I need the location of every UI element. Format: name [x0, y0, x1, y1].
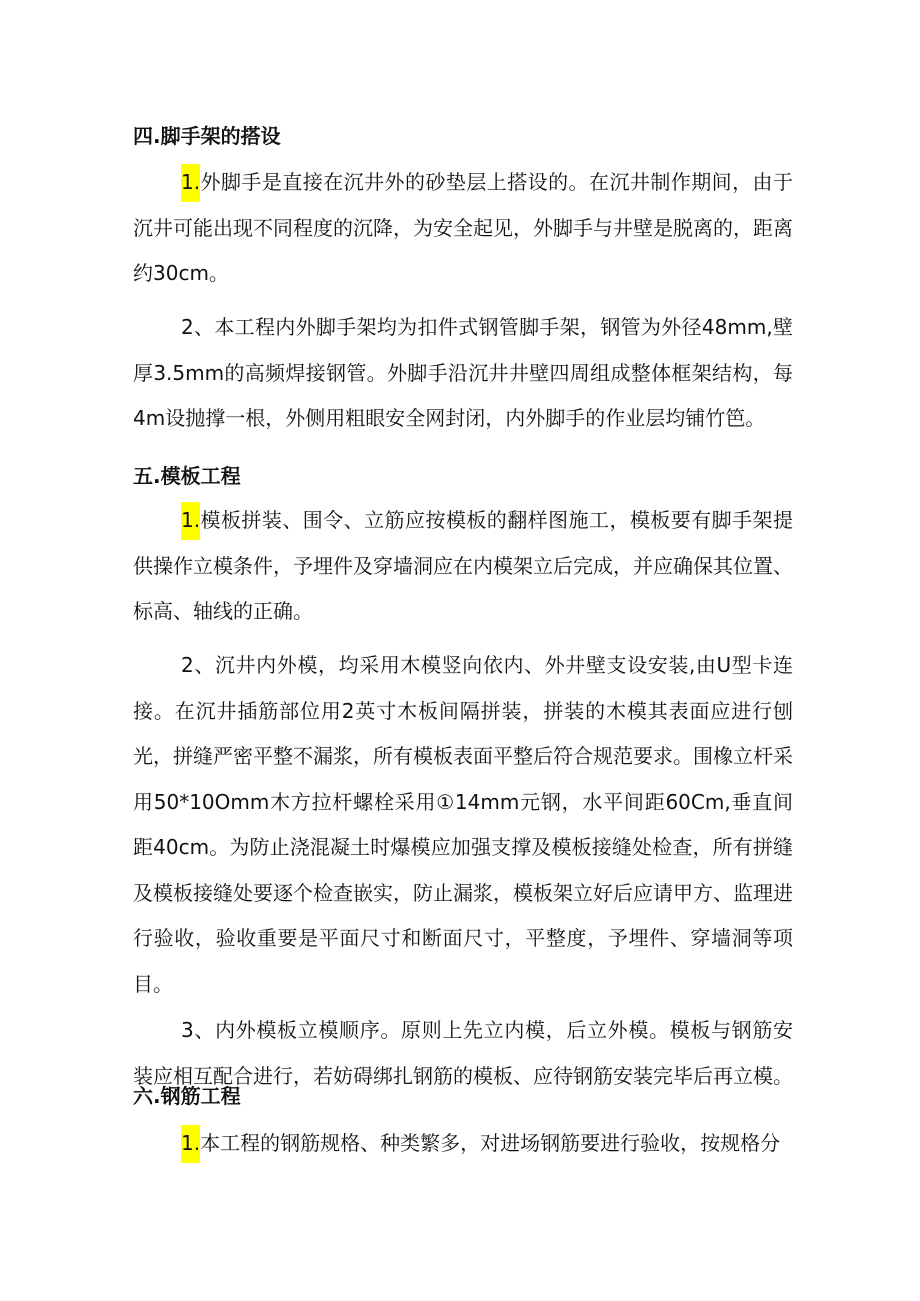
- paragraph-formwork-1: [133, 498, 793, 635]
- paragraph-text: 内外模板立模顺序。原则上先立内模，后立外模。模板与钢筋安装应相互配合进行，若妨碍绑扎钢筋的模板、应待钢筋安装完毕后再立模。: [133, 1018, 793, 1088]
- paragraph-text: 本工程的钢筋规格、种类繁多，对进场钢筋要进行验收，按规格分: [200, 1131, 781, 1155]
- item-number-highlighted: 1.: [181, 502, 200, 540]
- item-number: 3、: [181, 1018, 216, 1042]
- section-heading-scaffold: 四.脚手架的搭设: [133, 124, 281, 148]
- paragraph-text: 本工程内外脚手架均为扣件式钢管脚手架，钢管为外径48mm,壁厚3.5mm的高频焊接钢管。外脚手沿沉井井壁四周组成整体框架结构，每4m设抛撑一根，外侧用粗眼安全网封闭，内外脚手的作业层均铺竹笆。: [133, 315, 793, 430]
- paragraph-scaffold-2: [133, 305, 793, 442]
- section-heading-formwork: 五.模板工程: [133, 464, 241, 488]
- item-number: 2、: [181, 315, 215, 339]
- paragraph-text: 模板拼装、围令、立筋应按模板的翻样图施工，模板要有脚手架提供操作立模条件，予埋件及穿墙洞应在内模架立后完成，并应确保其位置、标高、轴线的正确。: [133, 508, 793, 623]
- item-number: 2、: [181, 653, 215, 677]
- paragraph-scaffold-1: [133, 160, 793, 297]
- paragraph-rebar-1: [133, 1121, 793, 1167]
- item-number-highlighted: 1.: [181, 164, 200, 202]
- paragraph-text: 外脚手是直接在沉井外的砂垫层上搭设的。在沉井制作期间，由于沉井可能出现不同程度的沉降，为安全起见，外脚手与井壁是脱离的，距离约30cm。: [133, 170, 793, 285]
- paragraph-text: 沉井内外模，均采用木模竖向依内、外井壁支设安装,由U型卡连接。在沉井插筋部位用2英寸木板间隔拼装，拼装的木模其表面应进行刨光，拼缝严密平整不漏浆，所有模板表面平整后符合规范要求。围橡立杆采用50*10Omm木方拉杆螺栓采用①14mm元钢，水平间距60Cm,垂直间距40cm。为防止浇混凝土时爆模应加强支撑及模板接缝处检查，所有拼缝及模板接缝处要逐个检查嵌实，防止漏浆，模板架立好后应请甲方、监理进行验收，验收重要是平面尺寸和断面尺寸，平整度，予埋件、穿墙洞等项目。: [133, 653, 793, 996]
- section-heading-rebar: 六.钢筋工程: [133, 1084, 241, 1108]
- item-number-highlighted: 1.: [181, 1125, 200, 1163]
- paragraph-formwork-2: [133, 643, 793, 1007]
